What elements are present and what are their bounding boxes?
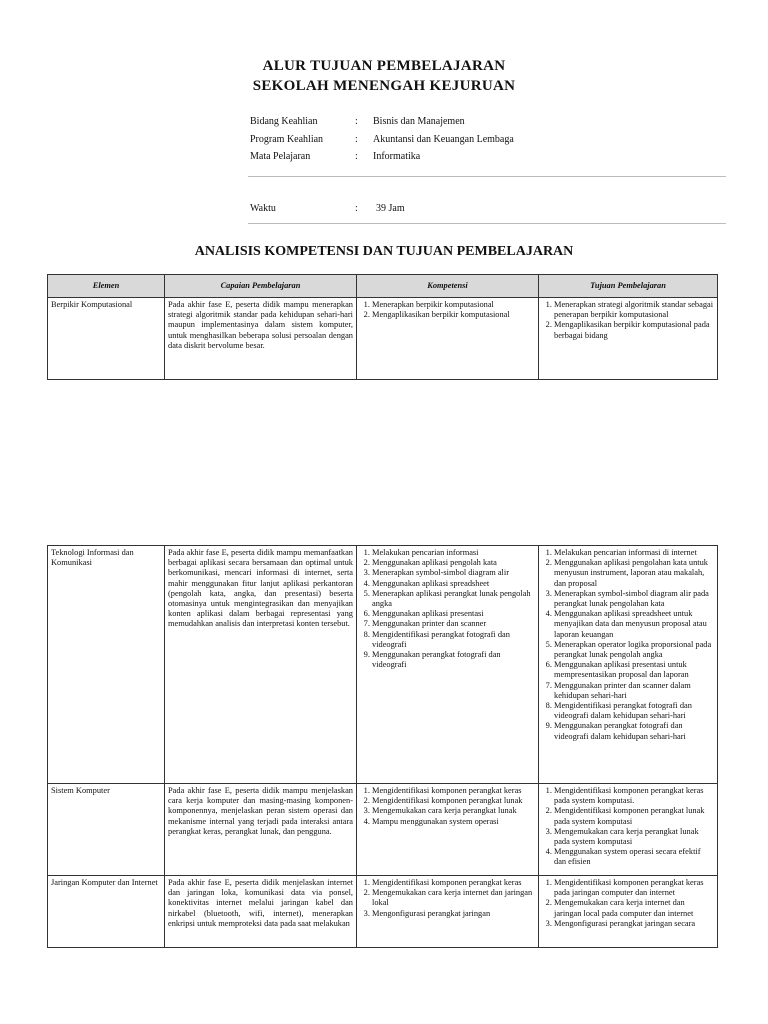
list-item: 2. Mengemukakan cara kerja internet dan jaringan lokal — [372, 888, 535, 908]
list-item: 3. Mengemukakan cara kerja perangkat lunak pada system komputasi — [554, 827, 714, 847]
cell-elemen: Berpikir Komputasional — [48, 298, 165, 380]
list-item: 8. Mengidentifikasi perangkat fotografi dan videografi dalam kehidupan sehari-hari — [554, 701, 714, 721]
list-item: 3. Mengemukakan cara kerja perangkat lunak — [372, 806, 535, 816]
list-item: 2. Mengaplikasikan berpikir komputasional — [372, 310, 535, 320]
list-item: 2. Mengidentifikasi komponen perangkat lunak pada system komputasi — [554, 806, 714, 826]
cell-kompetensi — [357, 784, 539, 876]
list-item: 4. Menggunakan aplikasi spreadsheet — [372, 579, 535, 589]
cell-elemen: Jaringan Komputer dan Internet — [48, 876, 165, 948]
section-title: ANALISIS KOMPETENSI DAN TUJUAN PEMBELAJARAN — [194, 244, 574, 259]
meta-colon: : — [355, 116, 358, 127]
list-item: 6. Menggunakan aplikasi presentasi — [372, 609, 535, 619]
header-elemen: Elemen — [48, 275, 165, 298]
cell-capaian: Pada akhir fase E, peserta didik mampu menjelaskan cara kerja komputer dan masing-masing komponen-komponennya, menjelaskan peran sistem operasi dan mekanisme internal yang terjadi pada interaksi antara perangkat keras, perangkat lunak, dan pengguna. — [165, 784, 357, 876]
list-item: 2. Menggunakan aplikasi pengolah kata — [372, 558, 535, 568]
list-item: 9. Menggunakan perangkat fotografi dan videografi dalam kehidupan sehari-hari — [554, 721, 714, 741]
table-row — [48, 546, 718, 784]
meta-colon: : — [355, 151, 358, 162]
document-title-line-2: SEKOLAH MENENGAH KEJURUAN — [252, 78, 516, 94]
list-item: 4. Mampu menggunakan system operasi — [372, 817, 535, 827]
meta-label: Mata Pelajaran — [250, 151, 311, 162]
list-item: 4. Menggunakan aplikasi spreadsheet untuk menyajikan data dan menyusun proposal atau laporan keuangan — [554, 609, 714, 640]
list-item: 8. Mengidentifikasi perangkat fotografi dan videografi — [372, 630, 535, 650]
list-item: 3. Mengonfigurasi perangkat jaringan secara — [554, 919, 714, 929]
list-item: 7. Menggunakan printer dan scanner dalam kehidupan sehari-hari — [554, 681, 714, 701]
cell-kompetensi — [357, 876, 539, 948]
header-capaian: Capaian Pembelajaran — [165, 275, 357, 298]
list-item: 1. Mengidentifikasi komponen perangkat keras pada system komputasi. — [554, 786, 714, 806]
cell-capaian: Pada akhir fase E, peserta didik mampu memanfaatkan berbagai aplikasi secara bersamaan dan optimal untuk berkomunikasi, mencari informasi di internet, serta mahir menggunakan fitur lanjut aplikasi perkantoran (pengolah kata, angka, dan presentasi) beserta otomasinya untuk mengintegrasikan dan menyajikan konten aplikasi dalam berbagai representasi yang memudahkan analisis dan interpretasi konten tersebut. — [165, 546, 357, 784]
meta-value: Bisnis dan Manajemen — [373, 116, 465, 127]
list-item: 1. Mengidentifikasi komponen perangkat keras pada jaringan computer dan internet — [554, 878, 714, 898]
list-item: 1. Melakukan pencarian informasi — [372, 548, 535, 558]
list-item: 6. Menggunakan aplikasi presentasi untuk mempresentasikan proposal dan laporan — [554, 660, 714, 680]
table-header-row — [48, 275, 718, 298]
meta-value: Informatika — [373, 151, 421, 162]
list-item: 2. Mengemukakan cara kerja internet dan jaringan local pada computer dan internet — [554, 898, 714, 918]
cell-kompetensi — [357, 298, 539, 380]
cell-tujuan — [539, 784, 718, 876]
list-item: 5. Menerapkan aplikasi perangkat lunak pengolah angka — [372, 589, 535, 609]
list-item: 7. Menggunakan printer dan scanner — [372, 619, 535, 629]
list-item: 1. Mengidentifikasi komponen perangkat keras — [372, 786, 535, 796]
table-row — [48, 784, 718, 876]
document-title-line-1: ALUR TUJUAN PEMBELAJARAN — [262, 58, 506, 74]
cell-elemen: Teknologi Informasi dan Komunikasi — [48, 546, 165, 784]
cell-tujuan — [539, 298, 718, 380]
competency-table-part-1 — [47, 274, 718, 380]
list-item: 9. Menggunakan perangkat fotografi dan videografi — [372, 650, 535, 670]
header-kompetensi: Kompetensi — [357, 275, 539, 298]
meta-label: Waktu — [250, 203, 276, 214]
competency-table-part-2 — [47, 545, 718, 948]
meta-colon: : — [355, 203, 358, 214]
header-tujuan: Tujuan Pembelajaran — [539, 275, 718, 298]
meta-value: 39 Jam — [376, 203, 405, 214]
list-item: 1. Mengidentifikasi komponen perangkat keras — [372, 878, 535, 888]
meta-label: Bidang Keahlian — [250, 116, 318, 127]
list-item: 3. Menerapkan symbol-simbol diagram alir pada perangkat lunak pengolahan kata — [554, 589, 714, 609]
divider — [248, 176, 726, 177]
cell-elemen: Sistem Komputer — [48, 784, 165, 876]
meta-colon: : — [355, 134, 358, 145]
list-item: 2. Mengaplikasikan berpikir komputasional pada berbagai bidang — [554, 320, 714, 340]
list-item: 3. Mengonfigurasi perangkat jaringan — [372, 909, 535, 919]
cell-tujuan — [539, 876, 718, 948]
list-item: 1. Melakukan pencarian informasi di internet — [554, 548, 714, 558]
list-item: 1. Menerapkan berpikir komputasional — [372, 300, 535, 310]
meta-label: Program Keahlian — [250, 134, 324, 145]
list-item: 3. Menerapkan symbol-simbol diagram alir — [372, 568, 535, 578]
divider — [248, 223, 726, 224]
list-item: 2. Menggunakan aplikasi pengolahan kata untuk menyusun instrument, laporan atau makalah, dan proposal — [554, 558, 714, 589]
cell-tujuan — [539, 546, 718, 784]
list-item: 4. Menggunakan system operasi secara efektif dan efisien — [554, 847, 714, 867]
cell-capaian: Pada akhir fase E, peserta didik menjelaskan internet dan jaringan loka, komunikasi data via ponsel, konektivitas internet melalui jaringan kabel dan nirkabel (bluetooth, wifi, internet), menerapkan enkripsi untuk memproteksi data pada saat melakukan — [165, 876, 357, 948]
cell-capaian: Pada akhir fase E, peserta didik mampu menerapkan strategi algoritmik standar pada kehidupan sehari-hari maupun implementasinya dalam sistem komputer, untuk menghasilkan beberapa solusi persoalan dengan data diskrit bervolume besar. — [165, 298, 357, 380]
table-row — [48, 876, 718, 948]
list-item: 2. Mengidentifikasi komponen perangkat lunak — [372, 796, 535, 806]
list-item: 5. Menerapkan operator logika proporsional pada perangkat lunak pengolah angka — [554, 640, 714, 660]
meta-value: Akuntansi dan Keuangan Lembaga — [373, 134, 514, 145]
cell-kompetensi — [357, 546, 539, 784]
list-item: 1. Menerapkan strategi algoritmik standar sebagai penerapan berpikir komputasional — [554, 300, 714, 320]
table-row — [48, 298, 718, 380]
